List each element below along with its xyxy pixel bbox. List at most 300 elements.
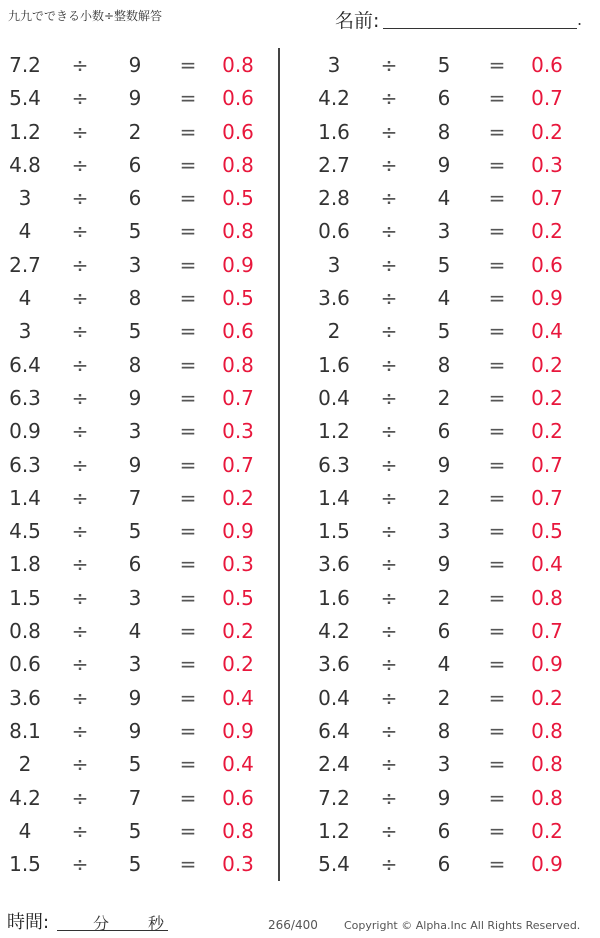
problem-row	[0, 648, 280, 681]
equals-sign: =	[488, 419, 506, 444]
divide-sign: ÷	[71, 419, 89, 444]
divide-sign: ÷	[71, 385, 89, 410]
left-problem-column	[0, 49, 280, 881]
problem-row	[0, 615, 280, 648]
divisor: 4	[128, 619, 142, 644]
problem-row	[309, 215, 589, 248]
dividend: 4	[18, 818, 32, 843]
equals-sign: =	[179, 619, 197, 644]
problem-row	[309, 182, 589, 215]
problem-row	[309, 848, 589, 881]
equals-sign: =	[179, 485, 197, 510]
answer: 0.3	[222, 852, 254, 877]
divisor: 3	[437, 752, 451, 777]
dividend: 6.3	[318, 452, 350, 477]
divide-sign: ÷	[380, 319, 398, 344]
seconds-label: 秒	[148, 914, 165, 933]
answer: 0.9	[531, 652, 563, 677]
problem-row	[0, 748, 280, 781]
answer: 0.7	[222, 385, 254, 410]
problem-row	[309, 315, 589, 348]
answer: 0.2	[531, 385, 563, 410]
dividend: 7.2	[9, 53, 41, 77]
problem-row	[0, 182, 280, 215]
divide-sign: ÷	[71, 818, 89, 843]
problem-row	[0, 548, 280, 581]
dividend: 5.4	[9, 86, 41, 111]
divisor: 5	[128, 852, 142, 877]
divide-sign: ÷	[380, 119, 398, 144]
dividend: 6.3	[9, 385, 41, 410]
divisor: 7	[128, 785, 142, 810]
divide-sign: ÷	[380, 352, 398, 377]
dividend: 6.4	[318, 718, 350, 743]
equals-sign: =	[179, 219, 197, 244]
dividend: 0.9	[9, 419, 41, 444]
divisor: 8	[128, 286, 142, 311]
answer: 0.7	[531, 452, 563, 477]
divisor: 3	[128, 652, 142, 677]
dividend: 3.6	[318, 286, 350, 311]
divisor: 9	[128, 86, 142, 111]
equals-sign: =	[488, 53, 506, 77]
divide-sign: ÷	[380, 785, 398, 810]
problem-row	[0, 682, 280, 715]
divisor: 2	[128, 119, 142, 144]
answer: 0.9	[222, 718, 254, 743]
dividend: 8.1	[9, 718, 41, 743]
divisor: 8	[437, 718, 451, 743]
divide-sign: ÷	[380, 619, 398, 644]
answer: 0.2	[531, 219, 563, 244]
divisor: 9	[437, 452, 451, 477]
dividend: 0.6	[318, 219, 350, 244]
answer: 0.4	[222, 685, 254, 710]
divisor: 3	[128, 252, 142, 277]
equals-sign: =	[488, 619, 506, 644]
divide-sign: ÷	[71, 53, 89, 77]
problem-row	[309, 815, 589, 848]
dividend: 4.2	[9, 785, 41, 810]
dividend: 4.2	[318, 86, 350, 111]
divide-sign: ÷	[380, 519, 398, 544]
dividend: 0.4	[318, 685, 350, 710]
dividend: 3	[18, 186, 32, 211]
answer: 0.9	[531, 852, 563, 877]
divide-sign: ÷	[380, 252, 398, 277]
equals-sign: =	[488, 352, 506, 377]
divisor: 6	[437, 852, 451, 877]
divide-sign: ÷	[380, 53, 398, 77]
divisor: 9	[437, 552, 451, 577]
divisor: 6	[437, 86, 451, 111]
problem-row	[0, 848, 280, 881]
divisor: 9	[128, 53, 142, 77]
dividend: 0.4	[318, 385, 350, 410]
equals-sign: =	[488, 852, 506, 877]
equals-sign: =	[179, 286, 197, 311]
divide-sign: ÷	[380, 152, 398, 177]
equals-sign: =	[179, 652, 197, 677]
divisor: 5	[128, 818, 142, 843]
answer: 0.9	[222, 519, 254, 544]
answer: 0.2	[531, 818, 563, 843]
dividend: 1.6	[318, 352, 350, 377]
problem-row	[309, 382, 589, 415]
divisor: 9	[437, 152, 451, 177]
answer: 0.2	[222, 619, 254, 644]
time-label: 時間:	[7, 912, 50, 933]
equals-sign: =	[488, 585, 506, 610]
problem-row	[0, 49, 280, 82]
dividend: 4.2	[318, 619, 350, 644]
dividend: 1.8	[9, 552, 41, 577]
divisor: 4	[437, 652, 451, 677]
problem-row	[0, 715, 280, 748]
problem-row	[0, 415, 280, 448]
answer: 0.5	[222, 286, 254, 311]
answer: 0.2	[531, 685, 563, 710]
dividend: 3	[18, 319, 32, 344]
divisor: 6	[128, 152, 142, 177]
problem-row	[0, 149, 280, 182]
problem-row	[309, 415, 589, 448]
equals-sign: =	[179, 319, 197, 344]
equals-sign: =	[179, 818, 197, 843]
equals-sign: =	[179, 519, 197, 544]
answer: 0.5	[531, 519, 563, 544]
answer: 0.7	[531, 485, 563, 510]
equals-sign: =	[488, 152, 506, 177]
answer: 0.9	[531, 286, 563, 311]
answer: 0.4	[222, 752, 254, 777]
answer: 0.2	[222, 485, 254, 510]
divide-sign: ÷	[380, 552, 398, 577]
divide-sign: ÷	[71, 619, 89, 644]
dividend: 1.4	[9, 485, 41, 510]
answer: 0.8	[222, 352, 254, 377]
equals-sign: =	[488, 286, 506, 311]
name-label: 名前:	[335, 10, 380, 32]
answer: 0.8	[222, 152, 254, 177]
divide-sign: ÷	[71, 286, 89, 311]
divide-sign: ÷	[71, 652, 89, 677]
divisor: 7	[128, 485, 142, 510]
divide-sign: ÷	[380, 752, 398, 777]
dividend: 4.8	[9, 152, 41, 177]
equals-sign: =	[488, 818, 506, 843]
divide-sign: ÷	[71, 718, 89, 743]
dividend: 1.5	[9, 585, 41, 610]
problem-row	[309, 116, 589, 149]
problem-row	[309, 515, 589, 548]
divide-sign: ÷	[71, 852, 89, 877]
dividend: 1.2	[318, 419, 350, 444]
divisor: 8	[437, 352, 451, 377]
answer: 0.3	[531, 152, 563, 177]
problem-row	[0, 782, 280, 815]
divide-sign: ÷	[71, 685, 89, 710]
name-end-mark: .	[577, 10, 583, 29]
problem-row	[309, 582, 589, 615]
equals-sign: =	[179, 186, 197, 211]
answer: 0.8	[531, 752, 563, 777]
dividend: 4	[18, 219, 32, 244]
dividend: 3.6	[318, 552, 350, 577]
divide-sign: ÷	[380, 852, 398, 877]
dividend: 7.2	[318, 785, 350, 810]
answer: 0.2	[531, 419, 563, 444]
dividend: 1.6	[318, 119, 350, 144]
answer: 0.7	[531, 186, 563, 211]
equals-sign: =	[179, 119, 197, 144]
problem-row	[309, 482, 589, 515]
divisor: 5	[128, 519, 142, 544]
divisor: 9	[437, 785, 451, 810]
right-problem-column	[309, 49, 589, 881]
divide-sign: ÷	[71, 352, 89, 377]
divisor: 9	[128, 685, 142, 710]
divisor: 2	[437, 485, 451, 510]
problem-row	[309, 82, 589, 115]
divide-sign: ÷	[380, 86, 398, 111]
divide-sign: ÷	[380, 452, 398, 477]
dividend: 1.2	[318, 818, 350, 843]
answer: 0.8	[531, 785, 563, 810]
equals-sign: =	[179, 86, 197, 111]
divide-sign: ÷	[380, 818, 398, 843]
equals-sign: =	[488, 385, 506, 410]
equals-sign: =	[179, 552, 197, 577]
problem-row	[0, 382, 280, 415]
answer: 0.2	[222, 652, 254, 677]
answer: 0.4	[531, 319, 563, 344]
divide-sign: ÷	[71, 485, 89, 510]
divide-sign: ÷	[71, 119, 89, 144]
answer: 0.2	[531, 119, 563, 144]
dividend: 1.5	[9, 852, 41, 877]
divide-sign: ÷	[380, 485, 398, 510]
problem-row	[0, 315, 280, 348]
equals-sign: =	[488, 552, 506, 577]
answer: 0.6	[222, 785, 254, 810]
divisor: 9	[128, 385, 142, 410]
divide-sign: ÷	[380, 585, 398, 610]
answer: 0.6	[531, 53, 563, 77]
divisor: 6	[437, 419, 451, 444]
divisor: 5	[128, 319, 142, 344]
divide-sign: ÷	[71, 552, 89, 577]
problem-row	[309, 648, 589, 681]
equals-sign: =	[179, 685, 197, 710]
divide-sign: ÷	[380, 219, 398, 244]
equals-sign: =	[179, 419, 197, 444]
answer: 0.6	[222, 86, 254, 111]
divide-sign: ÷	[71, 252, 89, 277]
problem-row	[309, 349, 589, 382]
equals-sign: =	[179, 852, 197, 877]
equals-sign: =	[488, 519, 506, 544]
equals-sign: =	[488, 319, 506, 344]
problem-row	[309, 782, 589, 815]
problem-row	[309, 49, 589, 82]
divisor: 6	[128, 186, 142, 211]
divide-sign: ÷	[71, 785, 89, 810]
problem-row	[0, 815, 280, 848]
problem-row	[0, 582, 280, 615]
answer: 0.2	[531, 352, 563, 377]
dividend: 2.8	[318, 186, 350, 211]
equals-sign: =	[179, 585, 197, 610]
divisor: 6	[437, 619, 451, 644]
divisor: 3	[437, 219, 451, 244]
divisor: 5	[128, 752, 142, 777]
divisor: 8	[128, 352, 142, 377]
problem-row	[309, 682, 589, 715]
divide-sign: ÷	[71, 452, 89, 477]
answer: 0.7	[531, 86, 563, 111]
equals-sign: =	[179, 785, 197, 810]
answer: 0.7	[222, 452, 254, 477]
divide-sign: ÷	[71, 152, 89, 177]
dividend: 0.8	[9, 619, 41, 644]
divide-sign: ÷	[380, 385, 398, 410]
dividend: 2.4	[318, 752, 350, 777]
problem-row	[309, 715, 589, 748]
divide-sign: ÷	[71, 319, 89, 344]
equals-sign: =	[488, 452, 506, 477]
dividend: 6.4	[9, 352, 41, 377]
divide-sign: ÷	[380, 652, 398, 677]
answer: 0.8	[222, 219, 254, 244]
divide-sign: ÷	[380, 419, 398, 444]
answer: 0.6	[222, 119, 254, 144]
dividend: 2	[327, 319, 341, 344]
problem-row	[0, 82, 280, 115]
divisor: 5	[437, 319, 451, 344]
dividend: 1.2	[9, 119, 41, 144]
problem-row	[0, 116, 280, 149]
dividend: 2.7	[9, 252, 41, 277]
problem-row	[309, 615, 589, 648]
equals-sign: =	[179, 152, 197, 177]
column-divider	[278, 48, 280, 881]
problem-row	[0, 349, 280, 382]
problem-row	[0, 515, 280, 548]
answer: 0.7	[531, 619, 563, 644]
minutes-label: 分	[93, 914, 110, 933]
divisor: 5	[128, 219, 142, 244]
dividend: 4	[18, 286, 32, 311]
dividend: 2	[18, 752, 32, 777]
equals-sign: =	[488, 86, 506, 111]
dividend: 3	[327, 252, 341, 277]
problem-row	[0, 282, 280, 315]
divisor: 6	[128, 552, 142, 577]
problem-row	[309, 282, 589, 315]
problem-row	[0, 449, 280, 482]
equals-sign: =	[488, 252, 506, 277]
divisor: 2	[437, 385, 451, 410]
equals-sign: =	[179, 352, 197, 377]
dividend: 6.3	[9, 452, 41, 477]
divisor: 9	[128, 452, 142, 477]
divisor: 3	[128, 585, 142, 610]
equals-sign: =	[488, 785, 506, 810]
dividend: 4.5	[9, 519, 41, 544]
answer: 0.8	[531, 585, 563, 610]
equals-sign: =	[488, 718, 506, 743]
dividend: 1.5	[318, 519, 350, 544]
dividend: 1.6	[318, 585, 350, 610]
divide-sign: ÷	[380, 186, 398, 211]
equals-sign: =	[179, 53, 197, 77]
equals-sign: =	[179, 385, 197, 410]
divisor: 2	[437, 585, 451, 610]
problem-row	[0, 215, 280, 248]
answer: 0.5	[222, 585, 254, 610]
equals-sign: =	[488, 652, 506, 677]
dividend: 3.6	[318, 652, 350, 677]
divisor: 8	[437, 119, 451, 144]
divisor: 2	[437, 685, 451, 710]
name-underline	[383, 28, 577, 29]
worksheet-title: 九九でできる小数÷整数解答	[8, 9, 163, 23]
dividend: 5.4	[318, 852, 350, 877]
dividend: 1.4	[318, 485, 350, 510]
divisor: 6	[437, 818, 451, 843]
divide-sign: ÷	[380, 685, 398, 710]
problem-row	[309, 748, 589, 781]
equals-sign: =	[488, 685, 506, 710]
equals-sign: =	[179, 252, 197, 277]
divisor: 3	[437, 519, 451, 544]
problem-row	[0, 249, 280, 282]
equals-sign: =	[488, 186, 506, 211]
problem-row	[309, 149, 589, 182]
page-number: 266/400	[268, 918, 318, 932]
equals-sign: =	[488, 485, 506, 510]
equals-sign: =	[179, 452, 197, 477]
answer: 0.3	[222, 419, 254, 444]
equals-sign: =	[488, 752, 506, 777]
equals-sign: =	[488, 219, 506, 244]
divisor: 4	[437, 286, 451, 311]
dividend: 0.6	[9, 652, 41, 677]
divide-sign: ÷	[71, 219, 89, 244]
answer: 0.9	[222, 252, 254, 277]
problem-row	[309, 449, 589, 482]
divide-sign: ÷	[71, 752, 89, 777]
dividend: 3	[327, 53, 341, 77]
divisor: 5	[437, 252, 451, 277]
divide-sign: ÷	[71, 86, 89, 111]
answer: 0.6	[222, 319, 254, 344]
divisor: 4	[437, 186, 451, 211]
problem-row	[0, 482, 280, 515]
answer: 0.8	[222, 818, 254, 843]
equals-sign: =	[488, 119, 506, 144]
divisor: 9	[128, 718, 142, 743]
answer: 0.4	[531, 552, 563, 577]
divide-sign: ÷	[71, 186, 89, 211]
divide-sign: ÷	[71, 585, 89, 610]
equals-sign: =	[179, 718, 197, 743]
answer: 0.8	[531, 718, 563, 743]
problem-row	[309, 548, 589, 581]
problem-row	[309, 249, 589, 282]
divide-sign: ÷	[71, 519, 89, 544]
